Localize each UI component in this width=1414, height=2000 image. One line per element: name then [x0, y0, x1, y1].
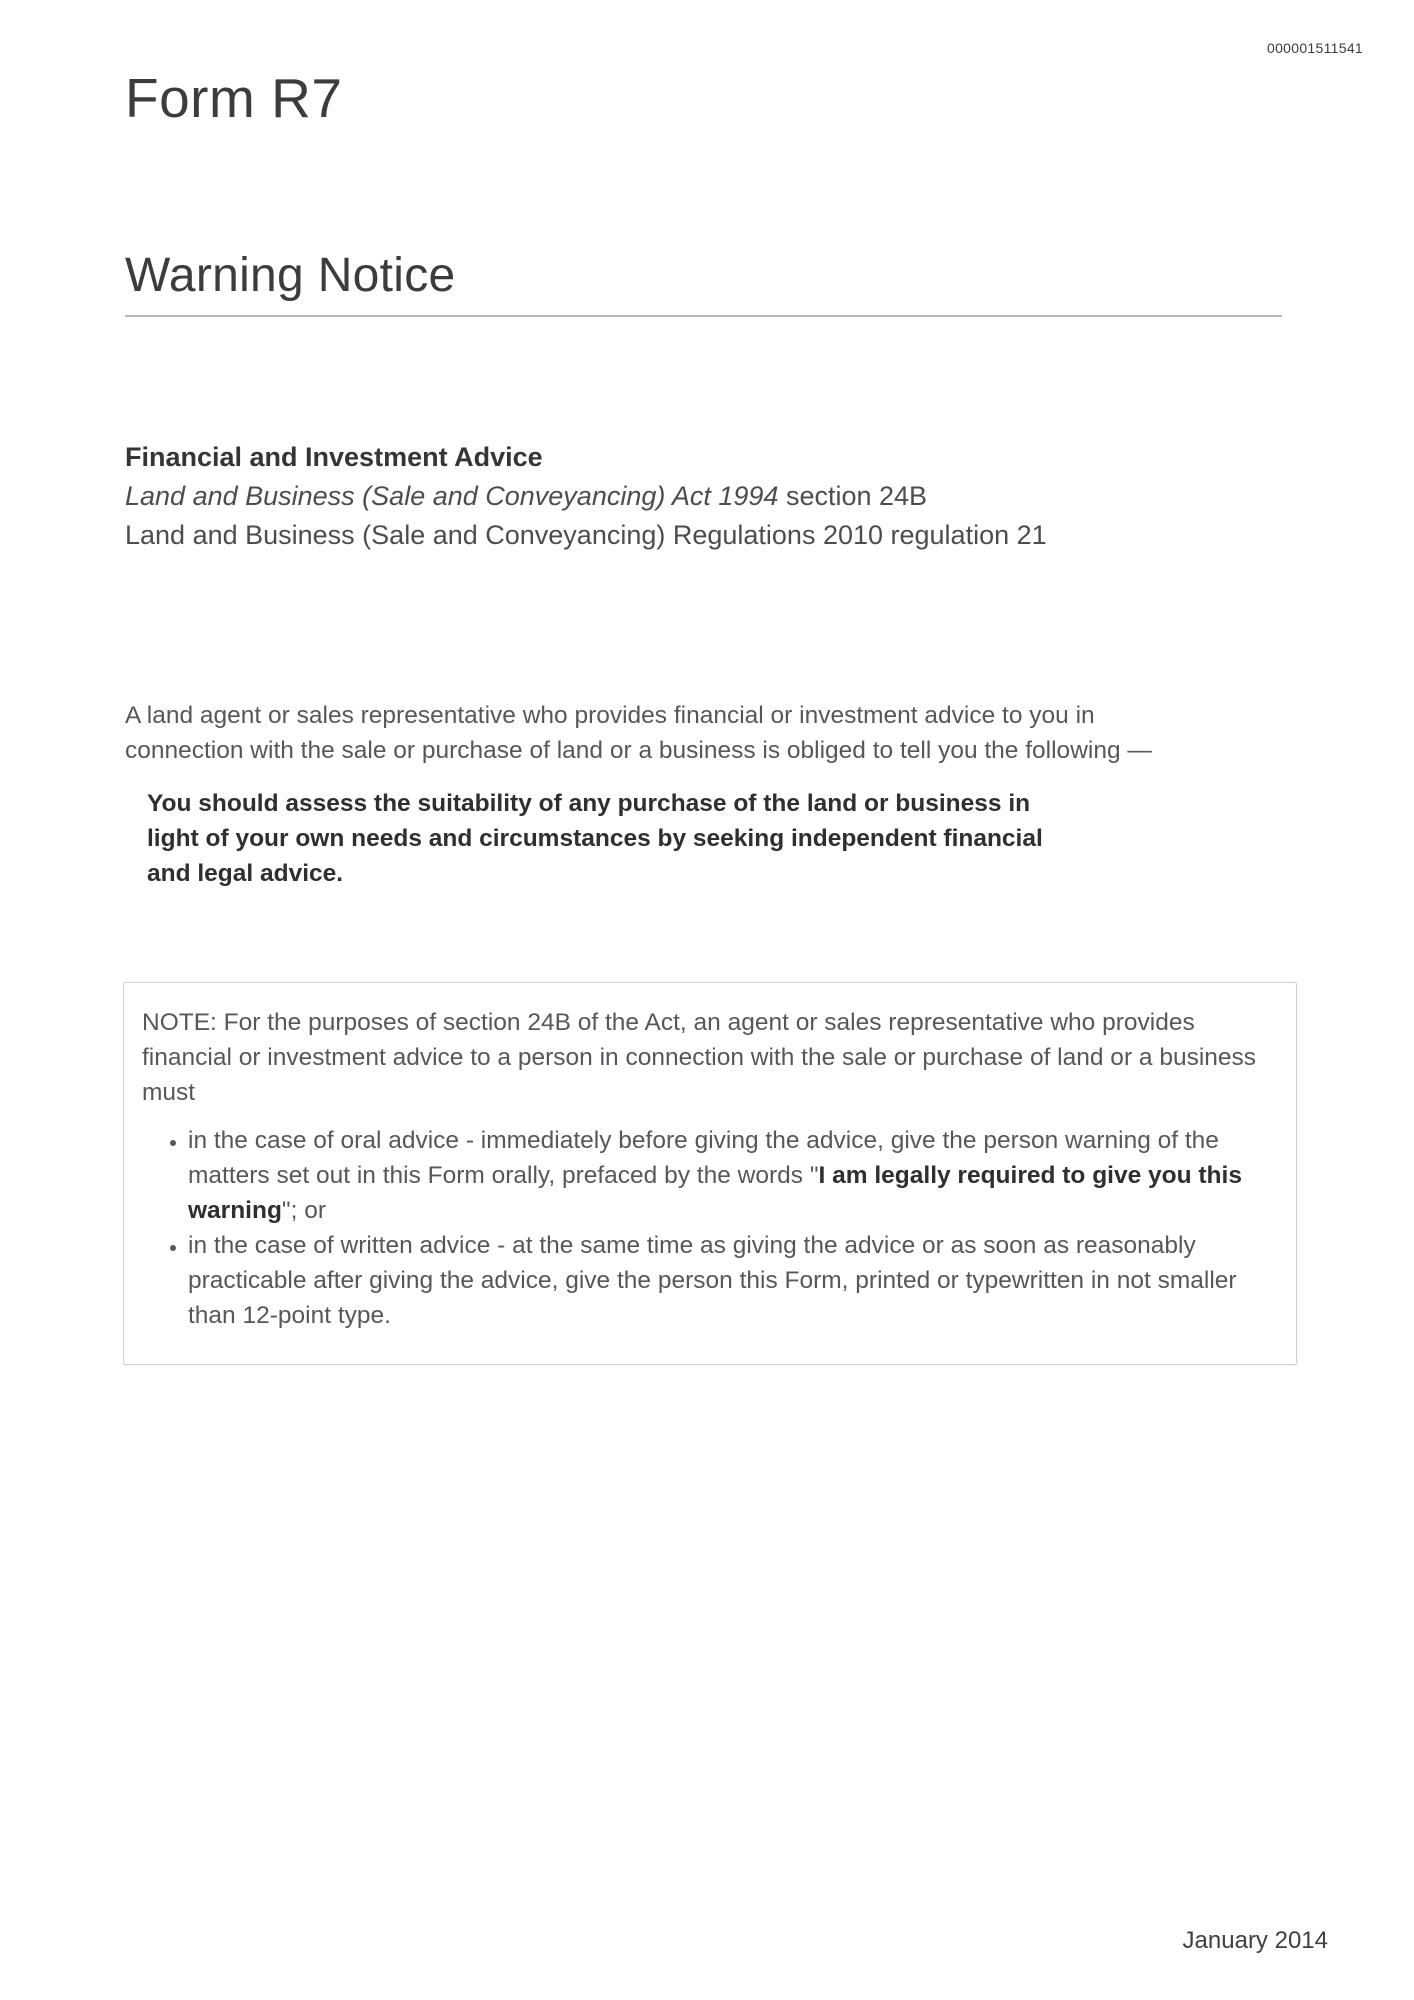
note-bullet-oral-advice: [188, 1123, 1266, 1228]
footer-date: January 2014: [1182, 1927, 1328, 1954]
act-reference-section: section 24B: [778, 481, 928, 511]
act-reference-line: [125, 477, 1225, 516]
notice-title-block: [125, 248, 1282, 317]
intro-paragraph: A land agent or sales representative who provides financial or investment advice to you in connection with the sale or purchase of land or a business is obliged to tell you the following —: [125, 702, 1152, 764]
section-heading: [125, 438, 1225, 555]
notice-title: Warning Notice: [125, 249, 456, 302]
note-bullet-list: [142, 1123, 1266, 1333]
section-heading-topic: Financial and Investment Advice: [125, 442, 543, 472]
note-intro: NOTE: For the purposes of section 24B of the Act, an agent or sales representative who provides financial or investment advice to a person in connection with the sale or purchase of land or a business must: [142, 1009, 1257, 1106]
note-box: [123, 982, 1297, 1365]
form-title: Form R7: [125, 67, 343, 129]
regulations-reference-line: Land and Business (Sale and Conveyancing) Regulations 2010 regulation 21: [125, 520, 1047, 550]
written-advice-text: in the case of written advice - at the same time as giving the advice or as soon as reasonably practicable after giving the advice, give the person this Form, printed or typewritten in not smaller than 12-point type.: [188, 1232, 1237, 1329]
oral-advice-text-post: "; or: [281, 1197, 327, 1224]
oral-advice-text-pre: in the case of oral advice - immediately before giving the advice, give the person warning of the matters set out in this Form orally, prefaced by the words ": [188, 1127, 1219, 1189]
oral-advice-required-phrase: I am legally required to give you this warning: [188, 1162, 1242, 1224]
warning-statement: You should assess the suitability of any purchase of the land or business in light of your own needs and circumstances by seeking independent financial and legal advice.: [147, 790, 1043, 887]
document-serial-number: 000001511541: [1267, 40, 1363, 56]
note-bullet-written-advice: [188, 1228, 1266, 1333]
act-reference-italic: Land and Business (Sale and Conveyancing) Act 1994: [125, 481, 779, 511]
